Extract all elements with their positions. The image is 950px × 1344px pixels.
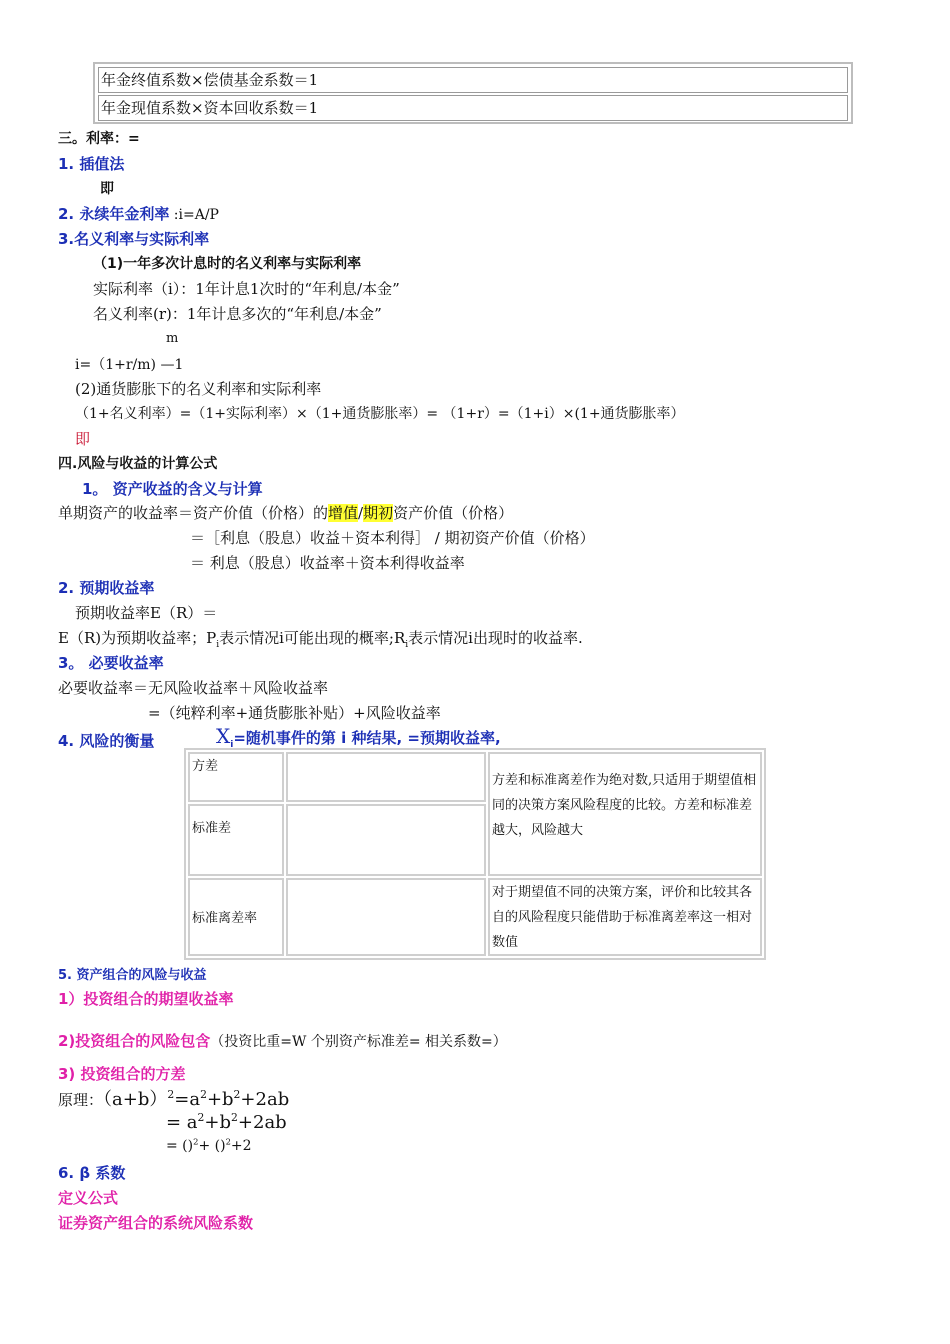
ji-red-label: 即 xyxy=(75,430,91,448)
single-period-return xyxy=(58,502,513,523)
table-row xyxy=(98,95,848,121)
inflation-formula: （1+名义利率）=（1+实际利率）×（1+通货膨胀率）= （1+r）=（1+i）×(1+通货膨胀率） xyxy=(75,406,685,422)
risk-note-text: =随机事件的第 i 种结果, =预期收益率, xyxy=(233,729,501,747)
desc-part-1: E（R)为预期收益率；P xyxy=(58,629,217,647)
superscript-2: 2 xyxy=(231,1111,238,1124)
paren-c: +2 xyxy=(230,1138,252,1154)
principle-line xyxy=(58,1085,289,1111)
effective-rate-formula: i=（1+r/m) —1 xyxy=(75,357,184,373)
highlight-beginning: 期初 xyxy=(363,504,394,522)
expansion-line xyxy=(166,1112,287,1133)
paren-a: = () xyxy=(166,1138,194,1154)
expected-return-description xyxy=(58,627,583,648)
paren-expansion-line xyxy=(166,1138,252,1154)
section-3-title: 三。利率：= xyxy=(58,131,140,147)
subsection-2-title: (2)通货膨胀下的名义利率和实际利率 xyxy=(75,380,322,398)
annuity-coefficient-table xyxy=(93,62,853,124)
required-return-line1: 必要收益率＝无风险收益率＋风险收益率 xyxy=(58,679,329,697)
std-dev-label: 标准差 xyxy=(192,821,232,836)
expected-return-title: 2. 预期收益率 xyxy=(58,579,155,597)
cv-label: 标准离差率 xyxy=(192,911,258,926)
desc-part-2: 表示情况i可能出现的概率;R xyxy=(219,629,406,647)
required-return-line2: =（纯粹利率+通货膨胀补贴）+风险收益率 xyxy=(148,704,441,722)
subscript-i: i xyxy=(216,640,220,650)
return-meaning-title: 1。 资产收益的含义与计算 xyxy=(82,480,263,498)
principle-rhs-a: =a xyxy=(174,1089,201,1110)
table-row xyxy=(98,67,848,93)
expansion-a: = a xyxy=(166,1112,198,1133)
principle-lhs: （a+b） xyxy=(103,1089,168,1110)
table-cell xyxy=(488,878,762,956)
superscript-2: 2 xyxy=(167,1088,175,1101)
expansion-2ab: +2ab xyxy=(237,1112,287,1133)
expansion-b: +b xyxy=(204,1112,232,1133)
interpolation-title: 1. 插值法 xyxy=(58,155,125,173)
interpolation-ji: 即 xyxy=(100,181,114,197)
perpetuity-title: 2. 永续年金利率 xyxy=(58,205,170,223)
principle-rhs-2ab: +2ab xyxy=(240,1089,290,1110)
variance-label: 方差 xyxy=(192,759,219,774)
required-return-title: 3。 必要收益率 xyxy=(58,654,164,672)
single-period-suffix: 资产价值（价格） xyxy=(393,504,514,522)
table-cell xyxy=(286,878,486,956)
return-formula-line2: ＝［利息（股息）收益＋资本利得］ / 期初资产价值（价格） xyxy=(190,529,595,547)
portfolio-risk-note: （投资比重=W 个别资产标准差= 相关系数=） xyxy=(210,1034,507,1050)
subscript-i: i xyxy=(405,640,409,650)
principle-label: 原理： xyxy=(58,1091,104,1109)
portfolio-risk-line xyxy=(58,1030,507,1051)
beta-title: 6. β 系数 xyxy=(58,1164,126,1182)
superscript-2: 2 xyxy=(193,1136,199,1147)
table-cell xyxy=(286,804,486,876)
annuity-present-value-relation: 年金现值系数×资本回收系数＝1 xyxy=(101,99,319,117)
expected-return-formula: 预期收益率E（R）＝ xyxy=(75,604,218,622)
table-cell xyxy=(188,804,284,876)
table-cell xyxy=(188,878,284,956)
perpetuity-line xyxy=(58,203,219,224)
superscript-2: 2 xyxy=(233,1088,241,1101)
section-4-title: 四.风险与收益的计算公式 xyxy=(58,456,218,472)
cv-note: 对于期望值不同的决策方案，评价和比较其各自的风险程度只能借助于标准离差率这一相对数值 xyxy=(492,885,753,950)
single-period-prefix: 单期资产的收益率＝资产价值（价格）的 xyxy=(58,504,329,522)
highlight-increment: 增值 xyxy=(328,504,359,522)
portfolio-expected-return: 1）投资组合的期望收益率 xyxy=(58,990,234,1008)
perpetuity-formula: :i=A/P xyxy=(169,207,219,223)
table-cell xyxy=(488,752,762,876)
return-formula-line3: ＝ 利息（股息）收益率＋资本利得收益率 xyxy=(190,554,465,572)
nominal-real-title: 3.名义利率与实际利率 xyxy=(58,230,210,248)
portfolio-systematic-risk: 证券资产组合的系统风险系数 xyxy=(58,1214,254,1232)
principle-rhs-b: +b xyxy=(206,1089,234,1110)
portfolio-title: 5. 资产组合的风险与收益 xyxy=(58,968,207,983)
portfolio-risk-title: 2)投资组合的风险包含 xyxy=(58,1032,211,1050)
paren-b: + () xyxy=(198,1138,226,1154)
superscript-2: 2 xyxy=(197,1111,205,1124)
risk-measure-title: 4. 风险的衡量 xyxy=(58,732,155,750)
table-cell xyxy=(188,752,284,802)
exponent-m: m xyxy=(166,331,179,346)
portfolio-variance-title: 3) 投资组合的方差 xyxy=(58,1065,186,1083)
superscript-2: 2 xyxy=(225,1136,231,1147)
risk-measure-table xyxy=(184,748,766,960)
actual-rate-definition: 实际利率（i）：1年计息1次时的“年利息/本金” xyxy=(93,280,400,298)
variance-note: 方差和标准离差作为绝对数,只适用于期望值相同的决策方案风险程度的比较。方差和标准差越大，风险越大 xyxy=(492,773,757,838)
nominal-rate-definition: 名义利率(r)：1年计息多次的“年利息/本金” xyxy=(93,305,382,323)
x-symbol: X xyxy=(216,724,231,748)
subscript-i: i xyxy=(230,740,234,750)
annuity-final-value-relation: 年金终值系数×偿债基金系数＝1 xyxy=(101,71,319,89)
definition-formula: 定义公式 xyxy=(58,1189,119,1207)
risk-measure-note xyxy=(216,724,501,748)
desc-part-3: 表示情况i出现时的收益率. xyxy=(408,629,583,647)
superscript-2: 2 xyxy=(200,1088,207,1101)
table-cell xyxy=(286,752,486,802)
subsection-1-title: （1)一年多次计息时的名义利率与实际利率 xyxy=(93,256,362,272)
slash: / xyxy=(358,504,364,522)
